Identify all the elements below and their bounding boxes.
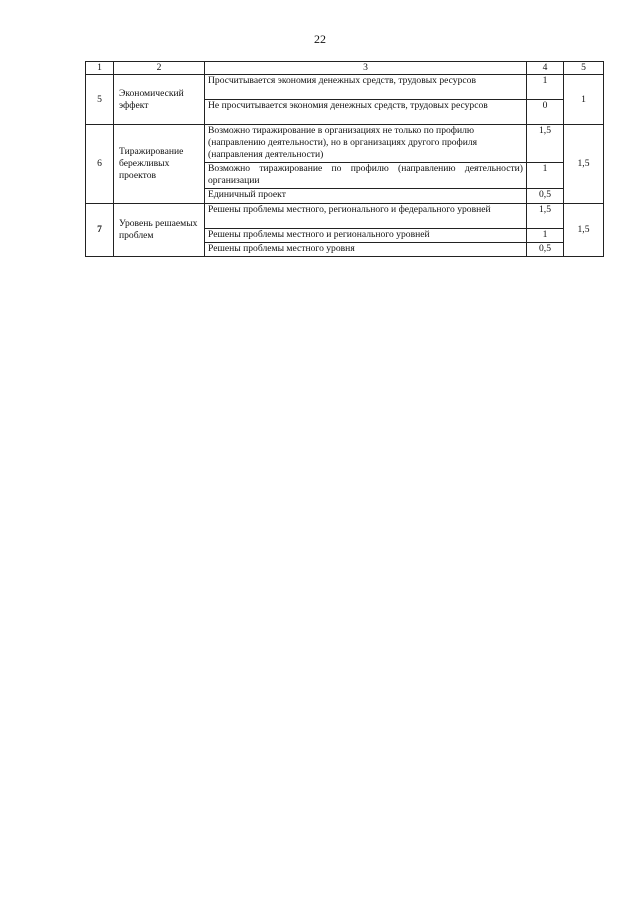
header-cell-1: 1 <box>86 62 114 75</box>
criterion-number: 5 <box>86 75 114 125</box>
criterion-number: 6 <box>86 125 114 204</box>
header-cell-4: 4 <box>527 62 564 75</box>
criterion-description: Возможно тиражирование по профилю (направлению деятельности) организации <box>205 163 527 189</box>
criterion-max-score: 1 <box>564 75 604 125</box>
criterion-number: 7 <box>86 204 114 257</box>
criteria-table <box>85 61 604 257</box>
criterion-description: Просчитывается экономия денежных средств, трудовых ресурсов <box>205 75 527 100</box>
criterion-description: Решены проблемы местного и регионального уровней <box>205 229 527 243</box>
criterion-score: 1 <box>527 229 564 243</box>
criterion-description: Не просчитывается экономия денежных средств, трудовых ресурсов <box>205 100 527 125</box>
criterion-score: 1,5 <box>527 204 564 229</box>
header-cell-5: 5 <box>564 62 604 75</box>
criterion-score: 1 <box>527 163 564 189</box>
criterion-name: Тиражирование бережливых проектов <box>114 125 205 204</box>
criterion-name: Экономический эффект <box>114 75 205 125</box>
criterion-description: Единичный проект <box>205 189 527 204</box>
criterion-max-score: 1,5 <box>564 125 604 204</box>
criterion-description: Решены проблемы местного уровня <box>205 243 527 257</box>
criterion-score: 1,5 <box>527 125 564 163</box>
table-row <box>86 75 604 100</box>
criterion-score: 0,5 <box>527 189 564 204</box>
table-header-row <box>86 62 604 75</box>
criterion-score: 0,5 <box>527 243 564 257</box>
header-cell-3: 3 <box>205 62 527 75</box>
page-number: 22 <box>314 32 326 46</box>
table-row <box>86 125 604 163</box>
criterion-description: Возможно тиражирование в организациях не только по профилю (направлению деятельности), но в организациях другого профиля (направления деятельности) <box>205 125 527 163</box>
criterion-name: Уровень решаемых проблем <box>114 204 205 257</box>
header-cell-2: 2 <box>114 62 205 75</box>
criterion-max-score: 1,5 <box>564 204 604 257</box>
criterion-score: 1 <box>527 75 564 100</box>
criterion-score: 0 <box>527 100 564 125</box>
table-row <box>86 204 604 229</box>
criterion-description: Решены проблемы местного, регионального и федерального уровней <box>205 204 527 229</box>
